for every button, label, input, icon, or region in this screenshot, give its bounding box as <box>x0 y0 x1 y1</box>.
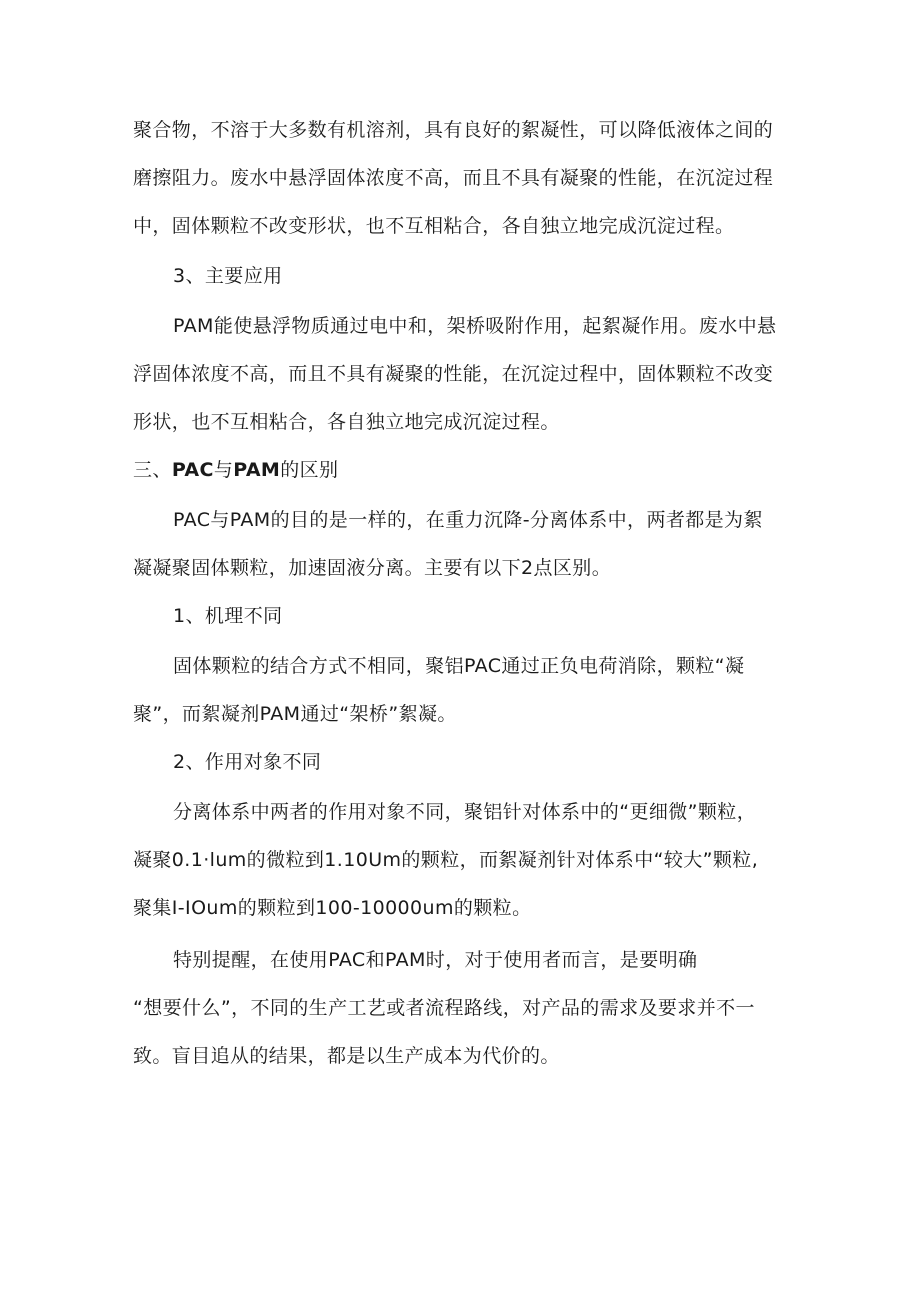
section-heading-pac-pam-difference <box>133 458 338 482</box>
paragraph-line: 致。盲目追从的结果，都是以生产成本为代价的。 <box>133 1045 560 1067</box>
paragraph-line: 磨擦阻力。废水中悬浮固体浓度不高，而且不具有凝聚的性能，在沉淀过程 <box>133 167 774 189</box>
paragraph-line: 中，固体颗粒不改变形状，也不互相粘合，各自独立地完成沉淀过程。 <box>133 215 735 237</box>
paragraph-line: 形状，也不互相粘合，各自独立地完成沉淀过程。 <box>133 411 560 433</box>
subheading-target: 2、作用对象不同 <box>173 751 322 773</box>
paragraph-line: 特别提醒，在使用PAC和PAM时，对于使用者而言，是要明确 <box>173 949 698 971</box>
paragraph-line: PAC与PAM的目的是一样的，在重力沉降-分离体系中，两者都是为絮 <box>173 509 763 531</box>
paragraph-line: 浮固体浓度不高，而且不具有凝聚的性能，在沉淀过程中，固体颗粒不改变 <box>133 363 774 385</box>
paragraph-line: 聚集I-IOum的颗粒到100-10000um的颗粒。 <box>133 897 532 919</box>
paragraph-line: 凝聚0.1·lum的微粒到1.10Um的颗粒，而絮凝剂针对体系中“较大”颗粒, <box>133 849 759 871</box>
paragraph-line: “想要什么”，不同的生产工艺或者流程路线，对产品的需求及要求并不一 <box>133 997 755 1019</box>
section-pam: PAM <box>233 459 281 481</box>
subheading-main-application: 3、主要应用 <box>173 265 283 287</box>
section-mid: 与 <box>213 459 234 481</box>
paragraph-line: 分离体系中两者的作用对象不同，聚铝针对体系中的“更细微”颗粒， <box>173 801 757 823</box>
paragraph-line: 固体颗粒的结合方式不相同，聚铝PAC通过正负电荷消除，颗粒“凝 <box>173 655 745 677</box>
section-pac: PAC <box>171 459 214 481</box>
paragraph-line: PAM能使悬浮物质通过电中和，架桥吸附作用，起絮凝作用。废水中悬 <box>173 315 777 337</box>
paragraph-line: 聚”，而絮凝剂PAM通过“架桥”絮凝。 <box>133 703 457 725</box>
paragraph-line: 凝凝聚固体颗粒，加速固液分离。主要有以下2点区别。 <box>133 557 612 579</box>
section-prefix: 三、 <box>133 459 172 481</box>
section-suffix: 的区别 <box>280 459 339 481</box>
subheading-mechanism: 1、机理不同 <box>173 605 283 627</box>
paragraph-line: 聚合物，不溶于大多数有机溶剂，具有良好的絮凝性，可以降低液体之间的 <box>133 119 774 141</box>
